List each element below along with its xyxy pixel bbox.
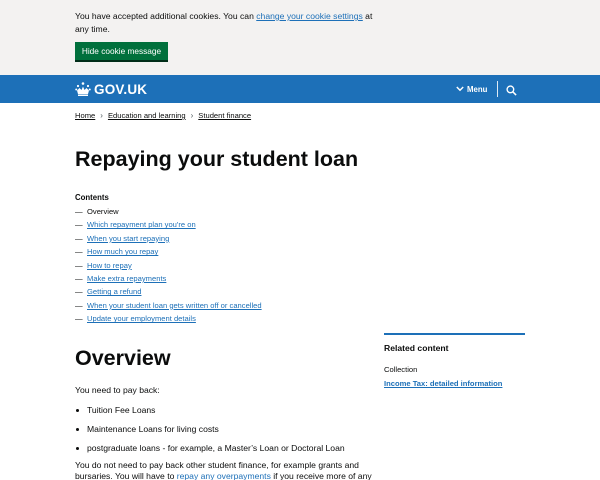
contents-link-written-off[interactable]: When your student loan gets written off or cancelled bbox=[87, 300, 262, 310]
contents-link-how-to-repay[interactable]: How to repay bbox=[87, 260, 132, 270]
overview-heading: Overview bbox=[75, 346, 171, 370]
contents-link-start-repaying[interactable]: When you start repaying bbox=[87, 233, 170, 243]
list-item bbox=[75, 424, 345, 443]
cookie-text-before: You have accepted additional cookies. You can bbox=[75, 11, 257, 21]
chevron-right-icon: › bbox=[190, 111, 194, 120]
breadcrumb-education-and-learning[interactable]: Education and learning bbox=[107, 111, 186, 120]
dash-marker: — bbox=[75, 287, 83, 297]
contents-heading: Contents bbox=[75, 193, 109, 202]
breadcrumb-student-finance[interactable]: Student finance bbox=[198, 111, 252, 120]
contents-item bbox=[75, 247, 262, 260]
govuk-logo-link[interactable] bbox=[75, 81, 147, 97]
bullet-marker bbox=[76, 428, 79, 431]
cookie-text-after: at any time. bbox=[75, 11, 373, 34]
chevron-right-icon: › bbox=[100, 111, 103, 120]
contents-link-repayment-plan[interactable]: Which repayment plan you're on bbox=[87, 220, 196, 230]
related-link-income-tax[interactable]: Income Tax: detailed information bbox=[384, 379, 503, 388]
change-cookie-settings-link[interactable]: change your cookie settings bbox=[256, 11, 363, 21]
list-item-text: Maintenance Loans for living costs bbox=[87, 424, 219, 434]
govuk-logo-text: GOV.UK bbox=[94, 81, 148, 97]
loan-types-list bbox=[75, 405, 345, 462]
cookie-banner bbox=[0, 0, 600, 75]
hide-cookie-message-button[interactable]: Hide cookie message bbox=[75, 42, 168, 60]
list-item-text: Tuition Fee Loans bbox=[87, 405, 156, 415]
chevron-down-icon bbox=[456, 86, 464, 92]
crown-icon bbox=[75, 82, 91, 96]
contents-item bbox=[75, 314, 262, 327]
contents-item bbox=[75, 261, 262, 274]
contents-item bbox=[75, 274, 262, 287]
bullet-marker bbox=[76, 447, 79, 450]
overview-intro: You need to pay back: bbox=[75, 385, 160, 395]
contents-item bbox=[75, 301, 262, 314]
menu-button[interactable] bbox=[456, 82, 487, 96]
dash-marker: — bbox=[75, 273, 83, 283]
related-collection-label: Collection bbox=[384, 365, 418, 374]
dash-marker: — bbox=[75, 314, 83, 324]
site-header bbox=[0, 75, 600, 103]
dash-marker: — bbox=[75, 247, 83, 257]
contents-link-extra-repayments[interactable]: Make extra repayments bbox=[87, 273, 167, 283]
search-icon bbox=[506, 85, 517, 96]
related-content-title: Related content bbox=[384, 343, 449, 353]
dash-marker: — bbox=[75, 300, 83, 310]
breadcrumb bbox=[75, 110, 251, 121]
dash-marker: — bbox=[75, 233, 83, 243]
breadcrumb-home[interactable]: Home bbox=[75, 111, 96, 120]
page-title: Repaying your student loan bbox=[75, 147, 359, 171]
search-button[interactable] bbox=[506, 83, 517, 94]
para-text-before: You do not need to pay back other student finance, for example grants and bursaries. You will have to bbox=[75, 460, 359, 480]
list-item-text: postgraduate loans - for example, a Master’s Loan or Doctoral Loan bbox=[87, 443, 345, 453]
related-content bbox=[384, 333, 525, 388]
list-item bbox=[75, 405, 345, 424]
repay-overpayments-link[interactable]: repay any overpayments bbox=[176, 471, 271, 480]
dash-marker: — bbox=[75, 220, 83, 230]
contents-link-employment-details[interactable]: Update your employment details bbox=[87, 314, 196, 324]
contents-current-label: Overview bbox=[87, 207, 119, 216]
contents-item bbox=[75, 220, 262, 233]
contents-list bbox=[75, 207, 262, 328]
overview-paragraph bbox=[75, 460, 375, 480]
contents-link-how-much[interactable]: How much you repay bbox=[87, 247, 159, 257]
contents-link-refund[interactable]: Getting a refund bbox=[87, 287, 142, 297]
dash-marker: — bbox=[75, 207, 83, 216]
contents-item bbox=[75, 234, 262, 247]
cookie-message bbox=[75, 10, 375, 35]
menu-label: Menu bbox=[467, 84, 488, 94]
contents-item-current bbox=[75, 207, 262, 220]
dash-marker: — bbox=[75, 260, 83, 270]
para-text-after: if you receive more of any bbox=[270, 471, 372, 480]
header-divider bbox=[497, 81, 498, 97]
bullet-marker bbox=[76, 409, 79, 412]
contents-item bbox=[75, 287, 262, 300]
